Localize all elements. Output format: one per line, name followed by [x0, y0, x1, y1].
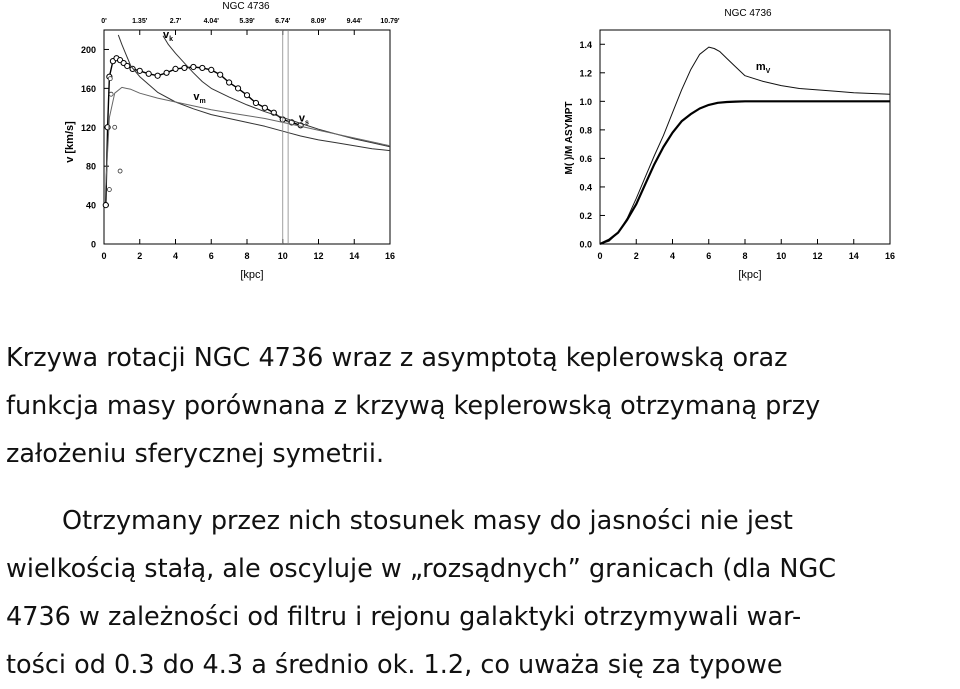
right-annotations [756, 61, 771, 75]
data-point [146, 71, 151, 76]
right-plot-frame [600, 30, 890, 244]
series-annotation: $v_k$ [162, 28, 174, 43]
y-tick-label: 0 [90, 239, 96, 250]
top-tick-label: 10.79' [380, 18, 400, 25]
top-tick-label: 1.35' [132, 18, 148, 25]
left-y-axis-label: v [km/s] [64, 121, 76, 163]
data-point [253, 100, 258, 105]
marker-point [113, 125, 117, 129]
body-paragraph [6, 497, 956, 689]
right-series-group [600, 47, 890, 244]
left-x-axis [101, 239, 395, 261]
y-tick-label: 40 [85, 200, 96, 211]
x-tick-label: 12 [812, 251, 823, 261]
y-tick-label: 0.8 [579, 125, 592, 136]
series-annotation: $v_s$ [298, 112, 309, 127]
y-tick-label: 200 [80, 44, 96, 55]
paragraph-line: wielkością stałą, ale oscyluje w „rozsądnych” granicach (dla NGC [6, 554, 837, 584]
caption-line: funkcja masy porównana z krzywą keplerowską otrzymaną przy [6, 391, 821, 421]
data-point [155, 73, 160, 78]
series-line-3 [106, 87, 390, 185]
top-tick-label: 8.09' [310, 18, 327, 25]
data-point [244, 93, 249, 98]
series-annotation: $v_m$ [193, 91, 206, 106]
y-tick-label: 120 [80, 122, 96, 133]
left-top-axis [101, 18, 400, 35]
left-chart-title: NGC 4736 [222, 1, 270, 12]
x-tick-label: 2 [137, 251, 143, 261]
marker-point [108, 77, 112, 81]
data-point [235, 86, 240, 91]
y-tick-label: 0.2 [579, 210, 592, 221]
marker-point [107, 188, 111, 192]
top-tick-label: 0' [101, 18, 107, 25]
x-tick-label: 14 [349, 251, 360, 261]
y-tick-label: 160 [80, 83, 96, 94]
series-annotation: $m_V$ [755, 60, 771, 75]
paragraph-line: 4736 w zależności od filtru i rejonu galaktyki otrzymywali war- [6, 602, 802, 632]
right-y-axis [579, 40, 605, 250]
series-line-0 [600, 47, 890, 244]
y-tick-label: 1.4 [579, 39, 592, 50]
left-y-axis [81, 45, 109, 250]
data-point [137, 68, 142, 73]
x-tick-label: 0 [597, 251, 603, 261]
x-tick-label: 6 [706, 251, 712, 261]
series-line-0 [106, 58, 301, 205]
x-tick-label: 16 [884, 251, 896, 261]
data-point [125, 63, 130, 68]
data-point [200, 65, 205, 70]
series-line-1 [118, 35, 390, 151]
x-tick-label: 0 [101, 251, 107, 261]
data-point [218, 72, 223, 77]
top-tick-label: 6.74' [275, 18, 291, 25]
x-tick-label: 4 [172, 251, 179, 261]
data-point [164, 70, 169, 75]
data-point [262, 105, 267, 110]
data-point [182, 65, 187, 70]
x-tick-label: 2 [633, 251, 639, 261]
mass-function-panel [564, 8, 895, 281]
x-tick-label: 10 [277, 251, 288, 261]
top-tick-label: 4.04' [203, 18, 219, 25]
data-point [173, 66, 178, 71]
right-chart-title: NGC 4736 [724, 8, 772, 19]
x-tick-label: 14 [848, 251, 859, 261]
y-tick-label: 0.6 [579, 153, 592, 164]
y-tick-label: 1.0 [579, 96, 592, 107]
y-tick-label: 0.4 [579, 182, 592, 193]
marker-point [118, 169, 122, 173]
right-x-axis-label: [kpc] [738, 269, 762, 281]
top-tick-label: 2.7' [169, 18, 182, 25]
y-tick-label: 0.0 [579, 239, 592, 250]
x-tick-label: 4 [669, 251, 676, 261]
figure-caption [6, 334, 956, 478]
data-point [209, 67, 214, 72]
x-tick-label: 8 [742, 251, 748, 261]
left-series-group [103, 30, 390, 244]
caption-line: założeniu sferycznej symetrii. [6, 439, 385, 469]
caption-line: Krzywa rotacji NGC 4736 wraz z asymptotą keplerowską oraz [6, 343, 788, 373]
left-x-axis-label: [kpc] [240, 269, 264, 281]
x-tick-label: 6 [208, 251, 214, 261]
paragraph-line: Otrzymany przez nich stosunek masy do jasności nie jest [62, 506, 793, 536]
y-tick-label: 80 [85, 161, 96, 172]
x-tick-label: 12 [313, 251, 324, 261]
x-tick-label: 16 [384, 251, 396, 261]
rotation-curve-panel [64, 1, 400, 281]
left-annotations [163, 29, 309, 127]
y-tick-label: 1.2 [579, 68, 592, 79]
top-tick-label: 9.44' [346, 18, 362, 25]
figure [0, 0, 960, 300]
right-x-axis [597, 239, 895, 261]
data-point [227, 80, 232, 85]
data-point [191, 64, 196, 69]
series-line-1 [600, 101, 890, 244]
right-y-axis-label: M( )/M ASYMPT [564, 101, 575, 175]
x-tick-label: 8 [244, 251, 250, 261]
data-point [103, 202, 108, 207]
marker-point [109, 92, 113, 96]
top-tick-label: 5.39' [239, 18, 255, 25]
paragraph-line: tości od 0.3 do 4.3 a średnio ok. 1.2, co uważa się za typowe [6, 650, 783, 680]
x-tick-label: 10 [776, 251, 787, 261]
